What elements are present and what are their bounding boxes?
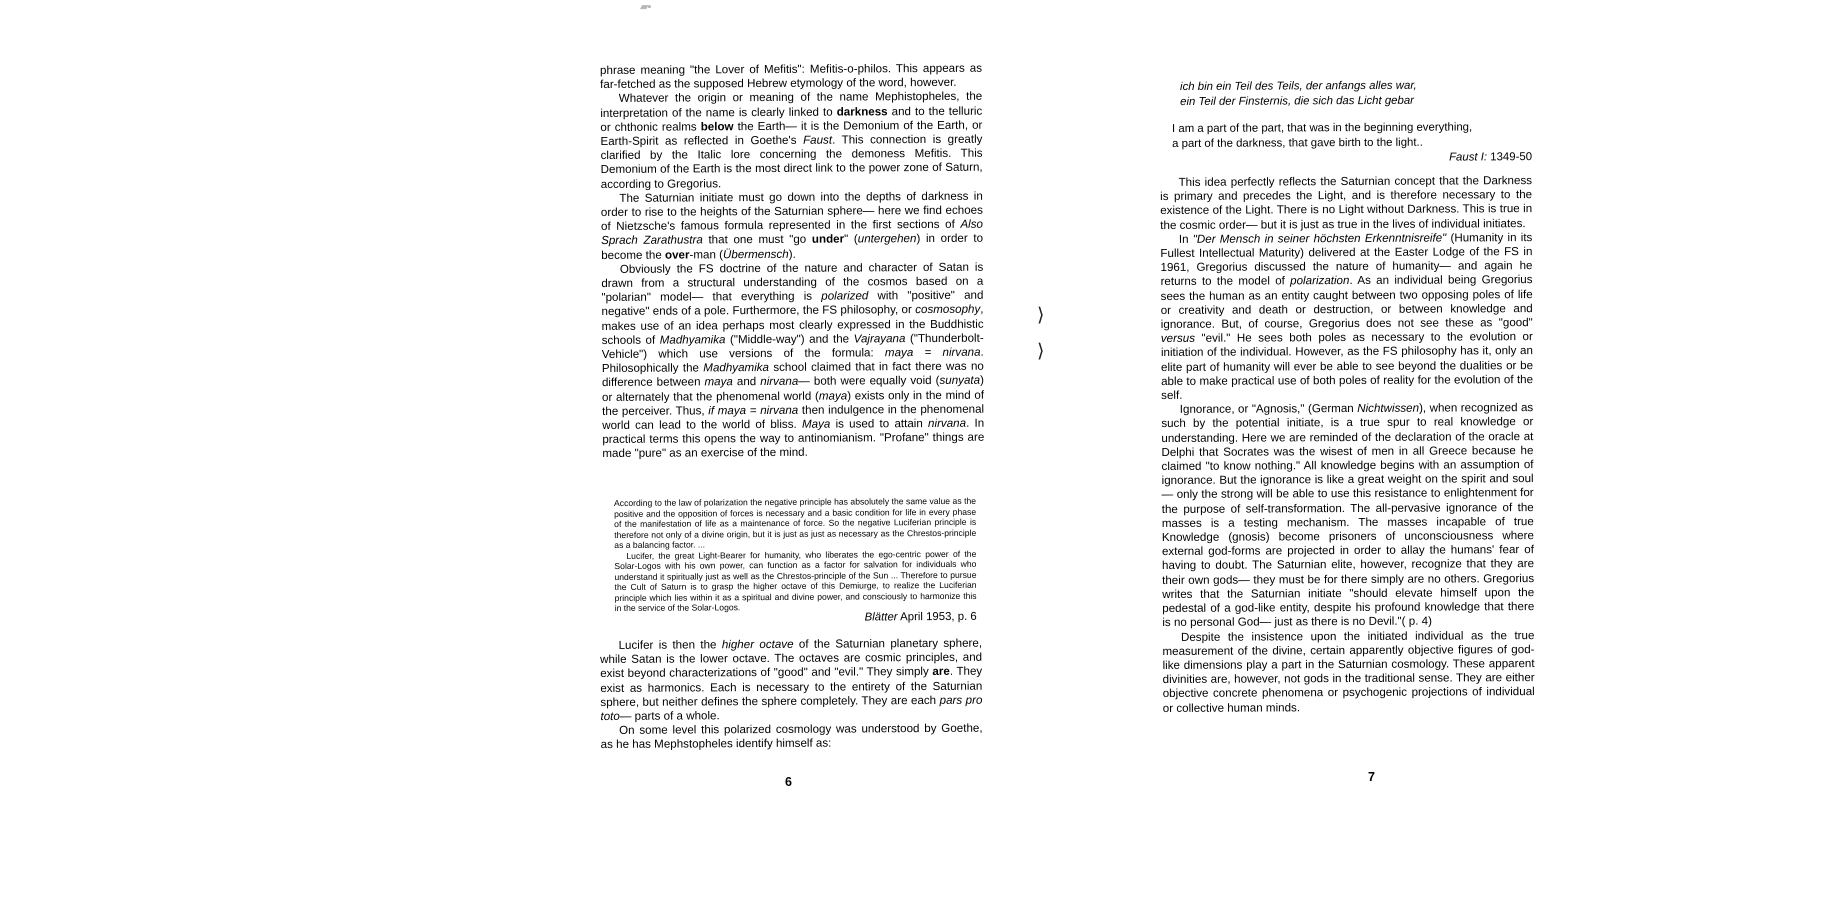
epigraph-line: ich bin ein Teil des Teils, der anfangs alles war,	[1180, 79, 1417, 93]
page-number-left: 6	[785, 775, 792, 789]
gutter-mark: ⟩	[1037, 305, 1045, 326]
page-left	[600, 0, 990, 921]
paragraph: Whatever the origin or meaning of the name Mephistopheles, the interpretation of the name is clearly linked to darkness and to the telluric or chthonic realms below the Earth— it is the Demonium of the Earth, or Earth-Spirit as reflected in Goethe's Faust. This connection is greatly clarified by the Italic lore concerning the demoness Mefitis. This Demonium of the Earth is the most direct link to the power zone of Saturn, according to Gregorius.	[600, 90, 983, 191]
epigraph-translation	[1172, 120, 1532, 151]
paragraph: Despite the insistence upon the initiated individual as the true measurement of the divine, certain apparently objective figures of god-like dimensions play a part in the Saturnian cosmology. These apparent divinities are, however, not gods in the traditional sense. They are either objective concrete phenomena or psychogenic projections of individual or collective human minds.	[1162, 628, 1535, 715]
epigraph-citation	[1172, 151, 1532, 165]
right-body-text	[1160, 174, 1535, 716]
paragraph: phrase meaning "the Lover of Mefitis": Mefitis-o-philos. This appears as far-fetched as the supposed Hebrew etymology of the word, however.	[600, 61, 983, 92]
paragraph: This idea perfectly reflects the Saturnian concept that the Darkness is primary and precedes the Light, and is therefore necessary to the existence of the Light. There is no Light without Darkness. This is true in the cosmic order— but it is just as true in the lives of individual initiates.	[1160, 174, 1533, 232]
paragraph: Lucifer is then the higher octave of the Saturnian planetary sphere, while Satan is the lower octave. The octaves are cosmic principles, and exist beyond characterizations of "good" and "evil." They simply are. They exist as harmonics. Each is necessary to the entirety of the Saturnian sphere, but neither defines the sphere completely. They are each pars pro toto— parts of a whole.	[600, 636, 983, 724]
paragraph: On some level this polarized cosmology was understood by Goethe, as he has Mephstopheles identify himself as:	[600, 721, 983, 752]
epigraph-translation-line: a part of the darkness, that gave birth to the light..	[1172, 136, 1423, 150]
epigraph-line: ein Teil der Finsternis, die sich das Licht gebar	[1180, 94, 1414, 108]
block-quote-citation	[615, 611, 977, 624]
left-body-text	[600, 62, 984, 462]
block-quote-paragraph: Lucifer, the great Light-Bearer for humanity, who liberates the ego-centric power of the Solar-Logos with his own power, can function as a factor for salvation for individuals who understand it spiritually just as well as the Chrestos-principle of the Sun ... Therefore to pursue the Cult of Saturn is to grasp the higher octave of this Demiurge, to realize the Luciferian principle which lies within it as a spiritual and divine power, and consciously to harmonize this in the service of the Solar-Logos.	[614, 548, 977, 613]
block-quote	[614, 496, 977, 624]
gutter-scan-marks	[1037, 298, 1063, 368]
block-quote-paragraph: According to the law of polarization the negative principle has absolutely the same value as the positive and the opposition of forces is necessary and a basic condition for life in every phase of the manifestation of life as a maintenance of force. So the negative Luciferian principle is therefore not only of a divine origin, but it is just as just as necessary as the Chrestos-principle as a balancing factor. ...	[614, 495, 977, 550]
gutter-mark: ⟩	[1037, 341, 1045, 362]
paragraph: In "Der Mensch in seiner höchsten Erkenntnisreife" (Humanity in its Fullest Intellectual Maturity) delivered at the Easter Lodge of the FS in 1961, Gregorius discussed the nature of humanity— and again he returns to the model of polarization. As an individual being Gregorius sees the human as an entity caught between two opposing poles of life or creativity and death or destruction, or between knowledge and ignorance. But, of course, Gregorius does not see these as "good" versus "evil." He sees both poles as necessary to the evolution or initiation of the individual. However, as the FS philosophy has it, only an elite part of humanity will ever be able to see beyond the dualities or be able to make practical use of both poles of reality for the evolution of the self.	[1160, 230, 1534, 403]
page-right	[1160, 0, 1540, 921]
citation-source: Faust I:	[1449, 151, 1488, 164]
citation-detail: 1349-50	[1487, 151, 1533, 164]
citation-source: Blätter	[864, 610, 898, 623]
epigraph-translation-line: I am a part of the part, that was in the beginning everything,	[1172, 121, 1473, 135]
left-body-text-continued	[600, 637, 983, 753]
page-number-right: 7	[1368, 770, 1375, 784]
citation-detail: April 1953, p. 6	[897, 610, 977, 623]
epigraph-german	[1180, 78, 1530, 109]
paragraph: Ignorance, or "Agnosis," (German Nichtwissen), when recognized as such by the potential initiate, is a true spur to real knowledge or understanding. Here we are reminded of the declaration of the oracle at Delphi that Socrates was the wisest of men in all Greece because he claimed "to know nothing." All knowledge begins with an assumption of ignorance. But the ignorance is like a great weight on the spirit and soul— only the strong will be able to use this resistance to enlightenment for the purpose of self-transformation. The all-pervasive ignorance of the masses is a testing mechanism. The masses incapable of true Knowledge (gnosis) become prisoners of unconsciousness where external god-forms are projected in order to allay the humans' fear of having to doubt. The Saturnian elite, however, recognize that they are their own gods— they must be for there simply are no others. Gregorius writes that the Saturnian initiate "should elevate himself upon the pedestal of a god-like entity, despite his profound knowledge that there is no personal God— just as there is no Devil."( p. 4)	[1161, 401, 1535, 630]
scan-artifact-mark: ▰▪	[640, 1, 651, 13]
paragraph: Obviously the FS doctrine of the nature and character of Satan is drawn from a structural understanding of the cosmos based on a "polarian" model— that everything is polarized with "positive" and negative" ends of a pole. Furthermore, the FS philosophy, or cosmosophy, makes use of an idea perhaps most clearly expressed in the Buddhistic schools of Madhyamika ("Middle-way") and the Vajrayana ("Thunderbolt-Vehicle") which use versions of the formula: maya = nirvana. Philosophically the Madhyamika school claimed that in fact there was no difference between maya and nirvana— both were equally void (sunyata) or alternately that the phenomenal world (maya) exists only in the mind of the perceiver. Thus, if maya = nirvana then indulgence in the phenomenal world can lead to the world of bliss. Maya is used to attain nirvana. In practical terms this opens the way to antinomianism. "Profane" things are made "pure" as an exercise of the mind.	[601, 260, 985, 461]
paragraph: The Saturnian initiate must go down into the depths of darkness in order to rise to the heights of the Saturnian sphere— here we find echoes of Nietzsche's famous formula represented in the first sections of Also Sprach Zarathustra that one must "go under" (untergehen) in order to become the over-man (Übermensch).	[600, 189, 984, 262]
